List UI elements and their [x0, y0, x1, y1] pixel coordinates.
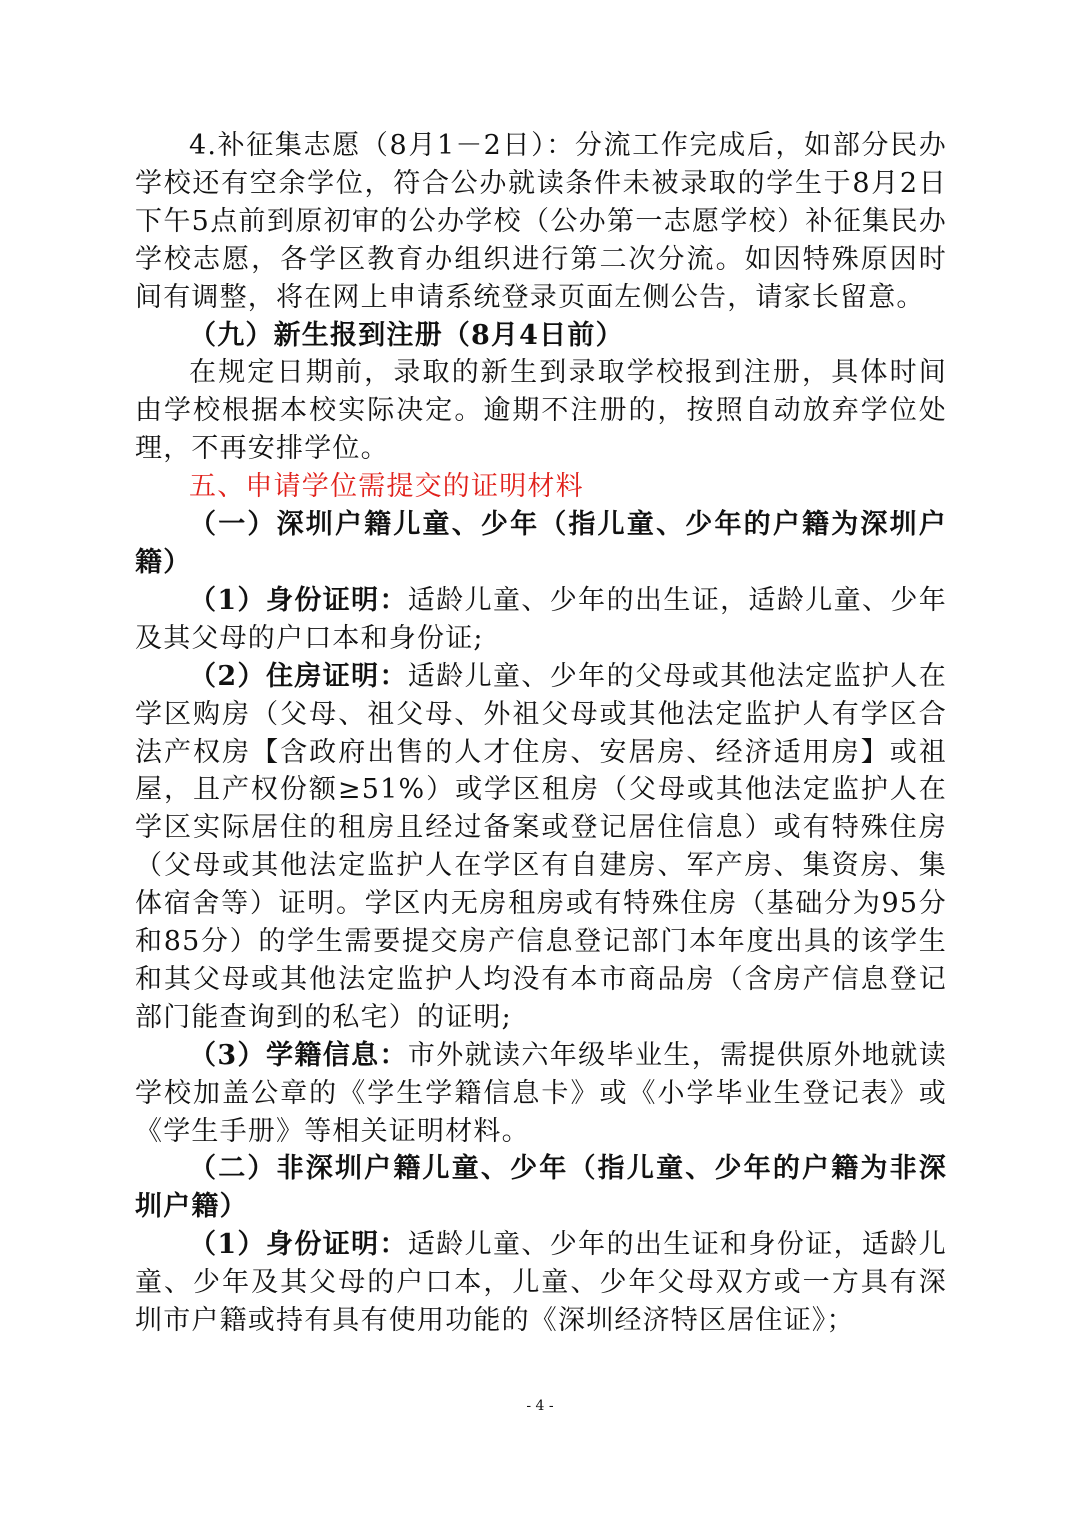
document-page [135, 127, 947, 1340]
lead-school-records: （3）学籍信息： [189, 1039, 408, 1071]
heading-registration: （九）新生报到注册（8月4日前） [189, 319, 624, 351]
paragraph-identity-proof-non-shenzhen [135, 1226, 947, 1340]
body-school-records: 市外就读六年级毕业生，需提供原外地就读学校加盖公章的《学生学籍信息卡》或《小学毕业生登记表》或《学生手册》等相关证明材料。 [135, 1039, 947, 1147]
lead-housing-proof: （2）住房证明： [189, 660, 408, 692]
body-housing-proof: 适龄儿童、少年的父母或其他法定监护人在学区购房（父母、祖父母、外祖父母或其他法定监护人有学区合法产权房【含政府出售的人才住房、安居房、经济适用房】或祖屋，且产权份额≥51%）或学区租房（父母或其他法定监护人在学区实际居住的租房且经过备案或登记居住信息）或有特殊住房（父母或其他法定监护人在学区有自建房、军产房、集资房、集体宿舍等）证明。学区内无房租房或有特殊住房（基础分为95分和85分）的学生需要提交房产信息登记部门本年度出具的该学生和其父母或其他法定监护人均没有本市商品房（含房产信息登记部门能查询到的私宅）的证明; [135, 660, 947, 1033]
paragraph-supplementary-application: 4.补征集志愿（8月1－2日）：分流工作完成后，如部分民办学校还有空余学位，符合公办就读条件未被录取的学生于8月2日下午5点前到原初审的公办学校（公办第一志愿学校）补征集民办学校志愿，各学区教育办组织进行第二次分流。如因特殊原因时间有调整，将在网上申请系统登录页面左侧公告，请家长留意。 [135, 130, 947, 313]
section-heading-materials: 五、申请学位需提交的证明材料 [189, 471, 584, 503]
heading-shenzhen-hukou: （一）深圳户籍儿童、少年（指儿童、少年的户籍为深圳户籍） [135, 509, 947, 578]
body-identity-proof: 适龄儿童、少年的出生证，适龄儿童、少年及其父母的户口本和身份证; [135, 584, 947, 654]
lead-identity-proof-non-shenzhen: （1）身份证明： [189, 1229, 408, 1261]
heading-non-shenzhen-hukou: （二）非深圳户籍儿童、少年（指儿童、少年的户籍为非深圳户籍） [135, 1153, 947, 1223]
paragraph-registration: 在规定日期前，录取的新生到录取学校报到注册，具体时间由学校根据本校实际决定。逾期不注册的，按照自动放弃学位处理，不再安排学位。 [135, 357, 947, 465]
paragraph-housing-proof [135, 658, 947, 1037]
lead-identity-proof: （1）身份证明： [189, 584, 408, 616]
body-identity-proof-non-shenzhen: 适龄儿童、少年的出生证和身份证，适龄儿童、少年及其父母的户口本，儿童、少年父母双方或一方具有深圳市户籍或持有具有使用功能的《深圳经济特区居住证》； [135, 1229, 947, 1337]
paragraph-school-records [135, 1037, 947, 1151]
paragraph-identity-proof [135, 582, 947, 658]
page-number: - 4 - [526, 1398, 554, 1414]
